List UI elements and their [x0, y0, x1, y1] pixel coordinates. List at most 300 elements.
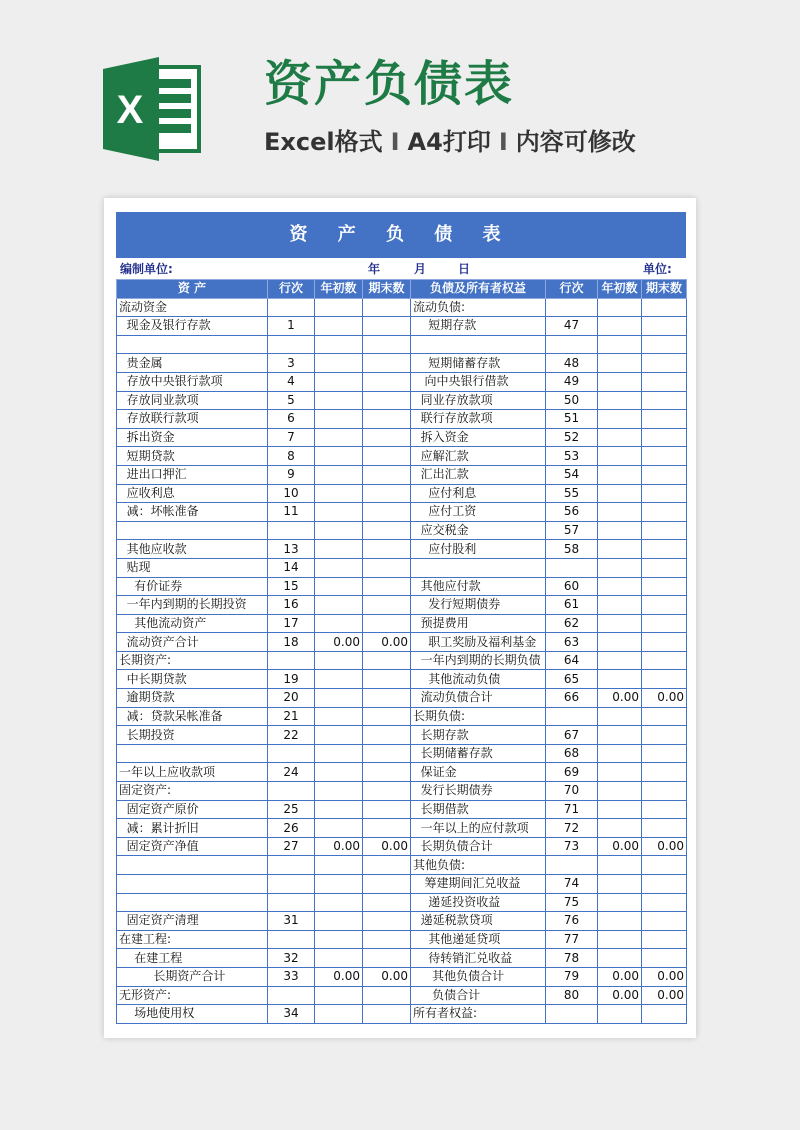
liability-opening-cell[interactable] — [598, 335, 642, 354]
liability-line-cell[interactable]: 80 — [546, 986, 598, 1005]
liability-line-cell[interactable]: 67 — [546, 726, 598, 745]
liability-closing-cell[interactable] — [642, 484, 687, 503]
asset-opening-cell[interactable] — [315, 354, 363, 373]
liability-closing-cell[interactable] — [642, 651, 687, 670]
asset-opening-cell[interactable] — [315, 763, 363, 782]
liability-line-cell[interactable]: 55 — [546, 484, 598, 503]
asset-closing-cell[interactable] — [363, 354, 411, 373]
asset-closing-cell[interactable] — [363, 670, 411, 689]
liability-closing-cell[interactable] — [642, 298, 687, 317]
liability-line-cell[interactable]: 47 — [546, 317, 598, 336]
asset-name-cell[interactable] — [117, 335, 268, 354]
asset-closing-cell[interactable]: 0.00 — [363, 837, 411, 856]
asset-name-cell[interactable]: 固定资产原价 — [117, 800, 268, 819]
asset-name-cell[interactable]: 有价证券 — [117, 577, 268, 596]
liability-name-cell[interactable]: 其他流动负债 — [411, 670, 546, 689]
liability-closing-cell[interactable] — [642, 465, 687, 484]
asset-closing-cell[interactable] — [363, 335, 411, 354]
liability-closing-cell[interactable] — [642, 782, 687, 801]
asset-closing-cell[interactable] — [363, 298, 411, 317]
asset-line-cell[interactable]: 17 — [268, 614, 315, 633]
liability-opening-cell[interactable]: 0.00 — [598, 689, 642, 708]
liability-opening-cell[interactable] — [598, 484, 642, 503]
asset-opening-cell[interactable] — [315, 298, 363, 317]
asset-opening-cell[interactable] — [315, 782, 363, 801]
liability-opening-cell[interactable] — [598, 410, 642, 429]
liability-line-cell[interactable]: 56 — [546, 503, 598, 522]
liability-closing-cell[interactable] — [642, 410, 687, 429]
liability-closing-cell[interactable] — [642, 800, 687, 819]
liability-line-cell[interactable] — [546, 1005, 598, 1024]
asset-opening-cell[interactable] — [315, 503, 363, 522]
asset-line-cell[interactable]: 1 — [268, 317, 315, 336]
liability-opening-cell[interactable] — [598, 465, 642, 484]
liability-closing-cell[interactable] — [642, 447, 687, 466]
liability-closing-cell[interactable] — [642, 670, 687, 689]
asset-closing-cell[interactable] — [363, 930, 411, 949]
liability-line-cell[interactable]: 54 — [546, 465, 598, 484]
liability-opening-cell[interactable]: 0.00 — [598, 837, 642, 856]
liability-line-cell[interactable]: 78 — [546, 949, 598, 968]
asset-line-cell[interactable]: 8 — [268, 447, 315, 466]
asset-name-cell[interactable] — [117, 856, 268, 875]
liability-line-cell[interactable]: 76 — [546, 912, 598, 931]
asset-closing-cell[interactable] — [363, 912, 411, 931]
liability-opening-cell[interactable] — [598, 744, 642, 763]
liability-opening-cell[interactable]: 0.00 — [598, 986, 642, 1005]
asset-opening-cell[interactable] — [315, 614, 363, 633]
asset-name-cell[interactable]: 减：贷款呆帐准备 — [117, 707, 268, 726]
liability-closing-cell[interactable] — [642, 949, 687, 968]
asset-name-cell[interactable]: 其他流动资产 — [117, 614, 268, 633]
liability-name-cell[interactable]: 向中央银行借款 — [411, 372, 546, 391]
liability-opening-cell[interactable] — [598, 782, 642, 801]
asset-opening-cell[interactable] — [315, 912, 363, 931]
liability-name-cell[interactable]: 递延投资收益 — [411, 893, 546, 912]
asset-name-cell[interactable] — [117, 875, 268, 894]
liability-name-cell[interactable]: 汇出汇款 — [411, 465, 546, 484]
liability-opening-cell[interactable] — [598, 726, 642, 745]
asset-opening-cell[interactable] — [315, 335, 363, 354]
liability-line-cell[interactable]: 57 — [546, 521, 598, 540]
asset-line-cell[interactable]: 20 — [268, 689, 315, 708]
asset-line-cell[interactable]: 7 — [268, 428, 315, 447]
asset-name-cell[interactable]: 长期资产: — [117, 651, 268, 670]
asset-line-cell[interactable]: 11 — [268, 503, 315, 522]
asset-name-cell[interactable]: 减：累计折旧 — [117, 819, 268, 838]
asset-line-cell[interactable]: 14 — [268, 558, 315, 577]
asset-opening-cell[interactable] — [315, 800, 363, 819]
liability-line-cell[interactable]: 77 — [546, 930, 598, 949]
asset-opening-cell[interactable] — [315, 875, 363, 894]
liability-name-cell[interactable]: 其他负债: — [411, 856, 546, 875]
asset-name-cell[interactable]: 一年以上应收款项 — [117, 763, 268, 782]
liability-line-cell[interactable]: 74 — [546, 875, 598, 894]
liability-opening-cell[interactable] — [598, 893, 642, 912]
asset-line-cell[interactable]: 15 — [268, 577, 315, 596]
liability-name-cell[interactable]: 长期储蓄存款 — [411, 744, 546, 763]
liability-name-cell[interactable]: 其他负债合计 — [411, 967, 546, 986]
liability-closing-cell[interactable] — [642, 428, 687, 447]
asset-line-cell[interactable] — [268, 651, 315, 670]
liability-line-cell[interactable]: 65 — [546, 670, 598, 689]
asset-line-cell[interactable]: 24 — [268, 763, 315, 782]
asset-closing-cell[interactable] — [363, 503, 411, 522]
asset-opening-cell[interactable] — [315, 317, 363, 336]
asset-line-cell[interactable]: 21 — [268, 707, 315, 726]
asset-name-cell[interactable]: 存放同业款项 — [117, 391, 268, 410]
asset-opening-cell[interactable] — [315, 949, 363, 968]
liability-name-cell[interactable]: 短期储蓄存款 — [411, 354, 546, 373]
asset-opening-cell[interactable] — [315, 670, 363, 689]
liability-opening-cell[interactable] — [598, 540, 642, 559]
liability-opening-cell[interactable] — [598, 912, 642, 931]
liability-name-cell[interactable]: 发行短期债券 — [411, 596, 546, 615]
asset-opening-cell[interactable] — [315, 484, 363, 503]
asset-opening-cell[interactable] — [315, 1005, 363, 1024]
asset-opening-cell[interactable] — [315, 558, 363, 577]
asset-line-cell[interactable]: 10 — [268, 484, 315, 503]
asset-line-cell[interactable] — [268, 893, 315, 912]
liability-line-cell[interactable]: 71 — [546, 800, 598, 819]
liability-name-cell[interactable]: 短期存款 — [411, 317, 546, 336]
liability-opening-cell[interactable] — [598, 800, 642, 819]
liability-line-cell[interactable]: 72 — [546, 819, 598, 838]
asset-name-cell[interactable]: 在建工程: — [117, 930, 268, 949]
asset-closing-cell[interactable] — [363, 465, 411, 484]
asset-opening-cell[interactable] — [315, 986, 363, 1005]
liability-line-cell[interactable]: 70 — [546, 782, 598, 801]
liability-closing-cell[interactable] — [642, 875, 687, 894]
liability-line-cell[interactable] — [546, 298, 598, 317]
liability-name-cell[interactable]: 一年以上的应付款项 — [411, 819, 546, 838]
liability-closing-cell[interactable] — [642, 893, 687, 912]
asset-opening-cell[interactable] — [315, 428, 363, 447]
liability-name-cell[interactable]: 职工奖励及福利基金 — [411, 633, 546, 652]
asset-closing-cell[interactable] — [363, 949, 411, 968]
asset-name-cell[interactable]: 短期贷款 — [117, 447, 268, 466]
liability-line-cell[interactable]: 79 — [546, 967, 598, 986]
asset-line-cell[interactable]: 25 — [268, 800, 315, 819]
asset-name-cell[interactable] — [117, 744, 268, 763]
asset-closing-cell[interactable] — [363, 521, 411, 540]
liability-name-cell[interactable]: 所有者权益: — [411, 1005, 546, 1024]
liability-name-cell[interactable]: 其他应付款 — [411, 577, 546, 596]
asset-name-cell[interactable]: 流动资产合计 — [117, 633, 268, 652]
liability-opening-cell[interactable] — [598, 1005, 642, 1024]
liability-opening-cell[interactable] — [598, 503, 642, 522]
liability-closing-cell[interactable] — [642, 1005, 687, 1024]
asset-opening-cell[interactable] — [315, 410, 363, 429]
asset-closing-cell[interactable] — [363, 596, 411, 615]
liability-line-cell[interactable]: 64 — [546, 651, 598, 670]
asset-closing-cell[interactable] — [363, 558, 411, 577]
liability-opening-cell[interactable] — [598, 354, 642, 373]
asset-closing-cell[interactable] — [363, 317, 411, 336]
asset-name-cell[interactable]: 贴现 — [117, 558, 268, 577]
asset-name-cell[interactable]: 存放联行款项 — [117, 410, 268, 429]
asset-name-cell[interactable]: 流动资金 — [117, 298, 268, 317]
liability-name-cell[interactable]: 应解汇款 — [411, 447, 546, 466]
asset-opening-cell[interactable] — [315, 577, 363, 596]
liability-opening-cell[interactable] — [598, 558, 642, 577]
liability-opening-cell[interactable] — [598, 372, 642, 391]
liability-closing-cell[interactable] — [642, 596, 687, 615]
liability-closing-cell[interactable] — [642, 614, 687, 633]
liability-line-cell[interactable]: 75 — [546, 893, 598, 912]
asset-line-cell[interactable]: 34 — [268, 1005, 315, 1024]
asset-line-cell[interactable]: 31 — [268, 912, 315, 931]
liability-opening-cell[interactable] — [598, 651, 642, 670]
asset-opening-cell[interactable] — [315, 596, 363, 615]
liability-name-cell[interactable]: 联行存放款项 — [411, 410, 546, 429]
asset-closing-cell[interactable] — [363, 689, 411, 708]
liability-opening-cell[interactable] — [598, 875, 642, 894]
liability-name-cell[interactable]: 递延税款贷项 — [411, 912, 546, 931]
liability-opening-cell[interactable] — [598, 428, 642, 447]
asset-closing-cell[interactable] — [363, 428, 411, 447]
asset-opening-cell[interactable] — [315, 540, 363, 559]
asset-opening-cell[interactable] — [315, 856, 363, 875]
liability-closing-cell[interactable] — [642, 317, 687, 336]
asset-closing-cell[interactable] — [363, 540, 411, 559]
asset-line-cell[interactable]: 19 — [268, 670, 315, 689]
asset-closing-cell[interactable]: 0.00 — [363, 967, 411, 986]
asset-opening-cell[interactable] — [315, 726, 363, 745]
asset-opening-cell[interactable]: 0.00 — [315, 837, 363, 856]
asset-opening-cell[interactable] — [315, 465, 363, 484]
asset-name-cell[interactable]: 其他应收款 — [117, 540, 268, 559]
asset-closing-cell[interactable] — [363, 391, 411, 410]
asset-line-cell[interactable]: 22 — [268, 726, 315, 745]
asset-name-cell[interactable] — [117, 521, 268, 540]
asset-closing-cell[interactable] — [363, 856, 411, 875]
asset-name-cell[interactable]: 现金及银行存款 — [117, 317, 268, 336]
liability-name-cell[interactable]: 发行长期债券 — [411, 782, 546, 801]
liability-opening-cell[interactable] — [598, 317, 642, 336]
liability-line-cell[interactable]: 69 — [546, 763, 598, 782]
asset-line-cell[interactable] — [268, 986, 315, 1005]
asset-closing-cell[interactable] — [363, 410, 411, 429]
asset-name-cell[interactable]: 应收利息 — [117, 484, 268, 503]
liability-line-cell[interactable]: 73 — [546, 837, 598, 856]
asset-name-cell[interactable]: 长期资产合计 — [117, 967, 268, 986]
liability-opening-cell[interactable] — [598, 763, 642, 782]
asset-line-cell[interactable]: 6 — [268, 410, 315, 429]
asset-closing-cell[interactable] — [363, 707, 411, 726]
asset-name-cell[interactable]: 固定资产: — [117, 782, 268, 801]
liability-line-cell[interactable]: 66 — [546, 689, 598, 708]
asset-closing-cell[interactable] — [363, 819, 411, 838]
asset-name-cell[interactable]: 一年内到期的长期投资 — [117, 596, 268, 615]
liability-opening-cell[interactable] — [598, 819, 642, 838]
liability-opening-cell[interactable] — [598, 596, 642, 615]
asset-line-cell[interactable]: 33 — [268, 967, 315, 986]
liability-line-cell[interactable]: 50 — [546, 391, 598, 410]
asset-line-cell[interactable]: 9 — [268, 465, 315, 484]
liability-name-cell[interactable]: 应付工资 — [411, 503, 546, 522]
liability-closing-cell[interactable] — [642, 558, 687, 577]
asset-name-cell[interactable]: 在建工程 — [117, 949, 268, 968]
liability-opening-cell[interactable] — [598, 949, 642, 968]
asset-line-cell[interactable]: 18 — [268, 633, 315, 652]
asset-opening-cell[interactable] — [315, 707, 363, 726]
liability-opening-cell[interactable] — [598, 856, 642, 875]
asset-name-cell[interactable]: 固定资产清理 — [117, 912, 268, 931]
asset-closing-cell[interactable] — [363, 744, 411, 763]
asset-closing-cell[interactable] — [363, 782, 411, 801]
liability-name-cell[interactable]: 应交税金 — [411, 521, 546, 540]
liability-name-cell[interactable]: 一年内到期的长期负债 — [411, 651, 546, 670]
asset-line-cell[interactable]: 4 — [268, 372, 315, 391]
asset-line-cell[interactable] — [268, 335, 315, 354]
asset-name-cell[interactable]: 长期投资 — [117, 726, 268, 745]
liability-opening-cell[interactable]: 0.00 — [598, 967, 642, 986]
liability-name-cell[interactable]: 拆入资金 — [411, 428, 546, 447]
liability-name-cell[interactable]: 其他递延贷项 — [411, 930, 546, 949]
liability-opening-cell[interactable] — [598, 391, 642, 410]
asset-name-cell[interactable] — [117, 893, 268, 912]
asset-closing-cell[interactable] — [363, 1005, 411, 1024]
liability-name-cell[interactable]: 流动负债: — [411, 298, 546, 317]
liability-name-cell[interactable]: 长期借款 — [411, 800, 546, 819]
asset-name-cell[interactable]: 固定资产净值 — [117, 837, 268, 856]
asset-name-cell[interactable]: 贵金属 — [117, 354, 268, 373]
liability-opening-cell[interactable] — [598, 577, 642, 596]
asset-closing-cell[interactable] — [363, 763, 411, 782]
liability-opening-cell[interactable] — [598, 447, 642, 466]
asset-closing-cell[interactable] — [363, 986, 411, 1005]
asset-opening-cell[interactable] — [315, 893, 363, 912]
asset-name-cell[interactable]: 中长期贷款 — [117, 670, 268, 689]
asset-closing-cell[interactable] — [363, 651, 411, 670]
asset-opening-cell[interactable] — [315, 372, 363, 391]
liability-name-cell[interactable]: 应付利息 — [411, 484, 546, 503]
asset-opening-cell[interactable]: 0.00 — [315, 967, 363, 986]
liability-closing-cell[interactable] — [642, 633, 687, 652]
liability-closing-cell[interactable]: 0.00 — [642, 967, 687, 986]
asset-name-cell[interactable]: 无形资产: — [117, 986, 268, 1005]
asset-opening-cell[interactable] — [315, 521, 363, 540]
liability-name-cell[interactable]: 流动负债合计 — [411, 689, 546, 708]
liability-name-cell[interactable]: 保证金 — [411, 763, 546, 782]
liability-line-cell[interactable]: 53 — [546, 447, 598, 466]
asset-line-cell[interactable] — [268, 298, 315, 317]
liability-line-cell[interactable]: 48 — [546, 354, 598, 373]
liability-line-cell[interactable] — [546, 856, 598, 875]
liability-name-cell[interactable]: 预提费用 — [411, 614, 546, 633]
asset-opening-cell[interactable] — [315, 819, 363, 838]
asset-line-cell[interactable]: 13 — [268, 540, 315, 559]
asset-name-cell[interactable]: 逾期贷款 — [117, 689, 268, 708]
liability-opening-cell[interactable] — [598, 670, 642, 689]
asset-name-cell[interactable]: 存放中央银行款项 — [117, 372, 268, 391]
liability-closing-cell[interactable] — [642, 856, 687, 875]
liability-name-cell[interactable]: 长期负债合计 — [411, 837, 546, 856]
asset-opening-cell[interactable]: 0.00 — [315, 633, 363, 652]
liability-name-cell[interactable]: 负债合计 — [411, 986, 546, 1005]
liability-line-cell[interactable]: 60 — [546, 577, 598, 596]
liability-line-cell[interactable] — [546, 707, 598, 726]
liability-line-cell[interactable]: 68 — [546, 744, 598, 763]
asset-line-cell[interactable] — [268, 744, 315, 763]
asset-opening-cell[interactable] — [315, 689, 363, 708]
asset-name-cell[interactable]: 场地使用权 — [117, 1005, 268, 1024]
asset-line-cell[interactable]: 26 — [268, 819, 315, 838]
liability-name-cell[interactable] — [411, 558, 546, 577]
asset-line-cell[interactable]: 16 — [268, 596, 315, 615]
liability-line-cell[interactable]: 58 — [546, 540, 598, 559]
liability-name-cell[interactable]: 长期存款 — [411, 726, 546, 745]
liability-name-cell[interactable] — [411, 335, 546, 354]
liability-name-cell[interactable]: 应付股利 — [411, 540, 546, 559]
liability-name-cell[interactable]: 长期负债: — [411, 707, 546, 726]
liability-closing-cell[interactable] — [642, 521, 687, 540]
liability-closing-cell[interactable] — [642, 726, 687, 745]
asset-closing-cell[interactable] — [363, 726, 411, 745]
asset-line-cell[interactable] — [268, 875, 315, 894]
liability-line-cell[interactable]: 63 — [546, 633, 598, 652]
asset-closing-cell[interactable] — [363, 614, 411, 633]
liability-opening-cell[interactable] — [598, 521, 642, 540]
asset-name-cell[interactable]: 拆出资金 — [117, 428, 268, 447]
liability-closing-cell[interactable]: 0.00 — [642, 689, 687, 708]
asset-closing-cell[interactable]: 0.00 — [363, 633, 411, 652]
liability-line-cell[interactable]: 62 — [546, 614, 598, 633]
liability-closing-cell[interactable] — [642, 744, 687, 763]
asset-name-cell[interactable]: 减：坏帐准备 — [117, 503, 268, 522]
asset-opening-cell[interactable] — [315, 651, 363, 670]
asset-line-cell[interactable]: 32 — [268, 949, 315, 968]
liability-closing-cell[interactable] — [642, 577, 687, 596]
asset-opening-cell[interactable] — [315, 391, 363, 410]
liability-closing-cell[interactable] — [642, 930, 687, 949]
liability-opening-cell[interactable] — [598, 930, 642, 949]
asset-line-cell[interactable]: 5 — [268, 391, 315, 410]
liability-closing-cell[interactable] — [642, 763, 687, 782]
asset-closing-cell[interactable] — [363, 800, 411, 819]
liability-line-cell[interactable]: 51 — [546, 410, 598, 429]
asset-closing-cell[interactable] — [363, 447, 411, 466]
asset-opening-cell[interactable] — [315, 744, 363, 763]
liability-name-cell[interactable]: 筹建期间汇兑收益 — [411, 875, 546, 894]
liability-closing-cell[interactable] — [642, 503, 687, 522]
asset-closing-cell[interactable] — [363, 893, 411, 912]
asset-opening-cell[interactable] — [315, 930, 363, 949]
liability-closing-cell[interactable] — [642, 819, 687, 838]
asset-line-cell[interactable] — [268, 856, 315, 875]
asset-closing-cell[interactable] — [363, 484, 411, 503]
asset-line-cell[interactable]: 3 — [268, 354, 315, 373]
liability-closing-cell[interactable] — [642, 372, 687, 391]
liability-line-cell[interactable]: 49 — [546, 372, 598, 391]
liability-closing-cell[interactable] — [642, 391, 687, 410]
asset-line-cell[interactable] — [268, 930, 315, 949]
asset-line-cell[interactable] — [268, 521, 315, 540]
asset-name-cell[interactable]: 进出口押汇 — [117, 465, 268, 484]
liability-closing-cell[interactable]: 0.00 — [642, 986, 687, 1005]
asset-closing-cell[interactable] — [363, 875, 411, 894]
asset-line-cell[interactable]: 27 — [268, 837, 315, 856]
liability-line-cell[interactable] — [546, 335, 598, 354]
liability-closing-cell[interactable] — [642, 540, 687, 559]
asset-closing-cell[interactable] — [363, 577, 411, 596]
liability-opening-cell[interactable] — [598, 633, 642, 652]
liability-opening-cell[interactable] — [598, 707, 642, 726]
liability-line-cell[interactable]: 52 — [546, 428, 598, 447]
liability-closing-cell[interactable]: 0.00 — [642, 837, 687, 856]
liability-line-cell[interactable]: 61 — [546, 596, 598, 615]
